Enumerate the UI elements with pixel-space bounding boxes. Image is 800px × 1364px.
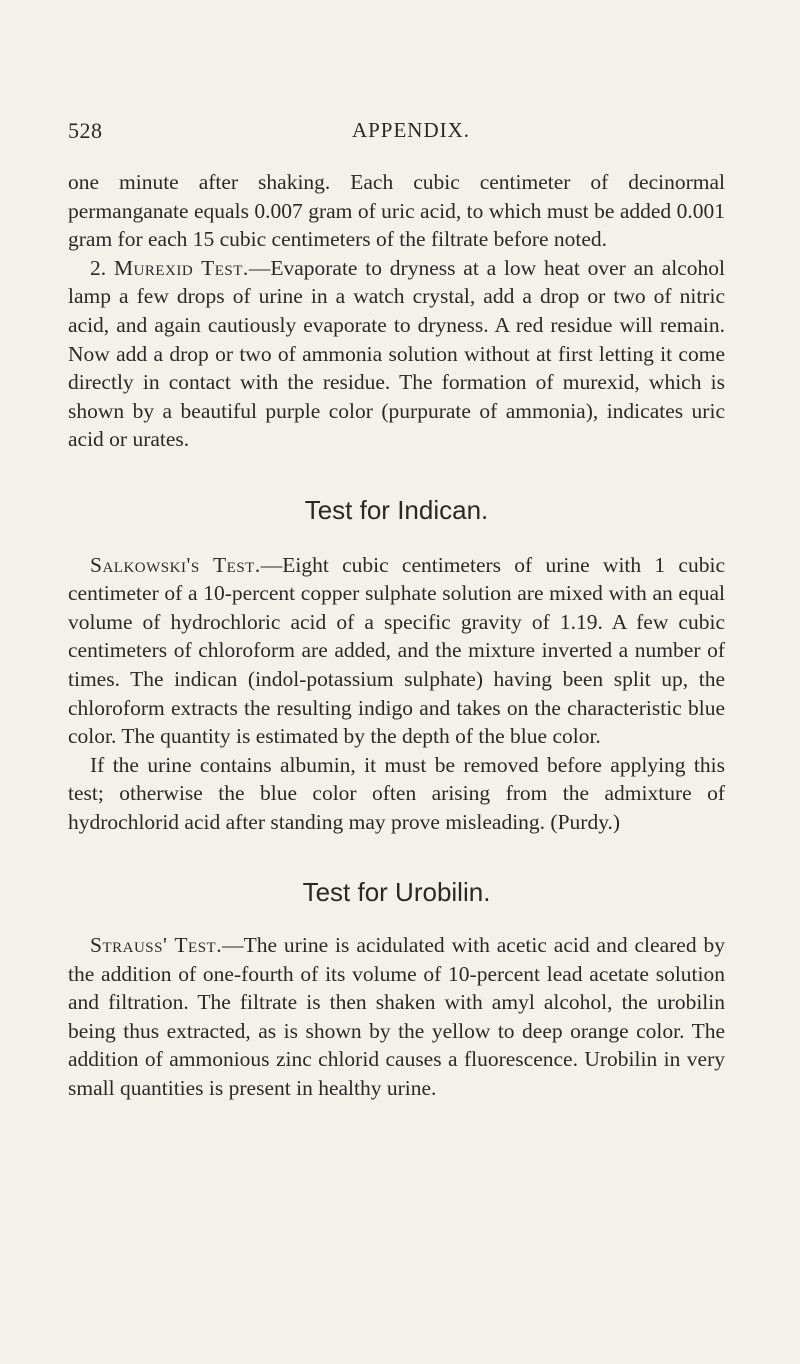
page-number: 528 bbox=[68, 118, 103, 143]
strauss-paragraph bbox=[68, 931, 725, 1103]
page-header bbox=[68, 118, 728, 152]
murexid-text: —Evaporate to dryness at a low heat over an alcohol lamp a few drops of urine in a watch crystal, add a drop or two of nitric acid, and again cautiously evaporate to dryness. A red residue will remain. Now add a drop or two of ammonia solution without at first letting it come directly in contact with the residue. The formation of murexid, which is shown by a beautiful purple color (purpurate of ammonia), indicates uric acid or urates. bbox=[68, 255, 725, 452]
murexid-test-title: Murexid Test. bbox=[113, 255, 249, 280]
albumin-note: If the urine contains albumin, it must be removed before applying this test; otherwise the blue color often arising from the admixture of hydrochlorid acid after standing may prove misleading. (Purdy.) bbox=[68, 752, 725, 834]
strauss-text: —The urine is acidulated with acetic acid and cleared by the addition of one-fourth of its volume of 10-percent lead acetate solution and filtration. The filtrate is then shaken with amyl alcohol, the urobilin being thus extracted, as is shown by the yellow to deep orange color. The addition of ammonious zinc chlorid causes a fluorescence. Urobilin in very small quantities is present in healthy urine. bbox=[68, 933, 726, 1101]
urobilin-heading: Test for Urobilin. bbox=[302, 877, 491, 908]
murexid-number: 2. bbox=[90, 255, 107, 280]
salkowski-test-title: Salkowski's Test. bbox=[90, 552, 261, 577]
continued-paragraph: one minute after shaking. Each cubic centimeter of decinormal permanganate equals 0.007 gram of uric acid, to which must be added 0.001 gram for each 15 cubic centimeters of the filtrate before noted. bbox=[68, 170, 725, 252]
salkowski-paragraph bbox=[68, 551, 725, 751]
running-head: APPENDIX. bbox=[351, 118, 471, 142]
salkowski-text: —Eight cubic centimeters of urine with 1 cubic centimeter of a 10-percent copper sulphate solution are mixed with an equal volume of hydrochloric acid of a specific gravity of 1.19. A few cubic centimeters of chloroform are added, and the mixture inverted a number of times. The indican (indol-potassium sulphate) having been split up, the chloroform extracts the resulting indigo and takes on the characteristic blue color. The quantity is estimated by the depth of the blue color. bbox=[68, 552, 725, 749]
murexid-paragraph bbox=[68, 254, 725, 454]
strauss-test-title: Strauss' Test. bbox=[90, 933, 223, 958]
indican-heading: Test for Indican. bbox=[304, 494, 489, 525]
body-text bbox=[68, 168, 725, 1103]
